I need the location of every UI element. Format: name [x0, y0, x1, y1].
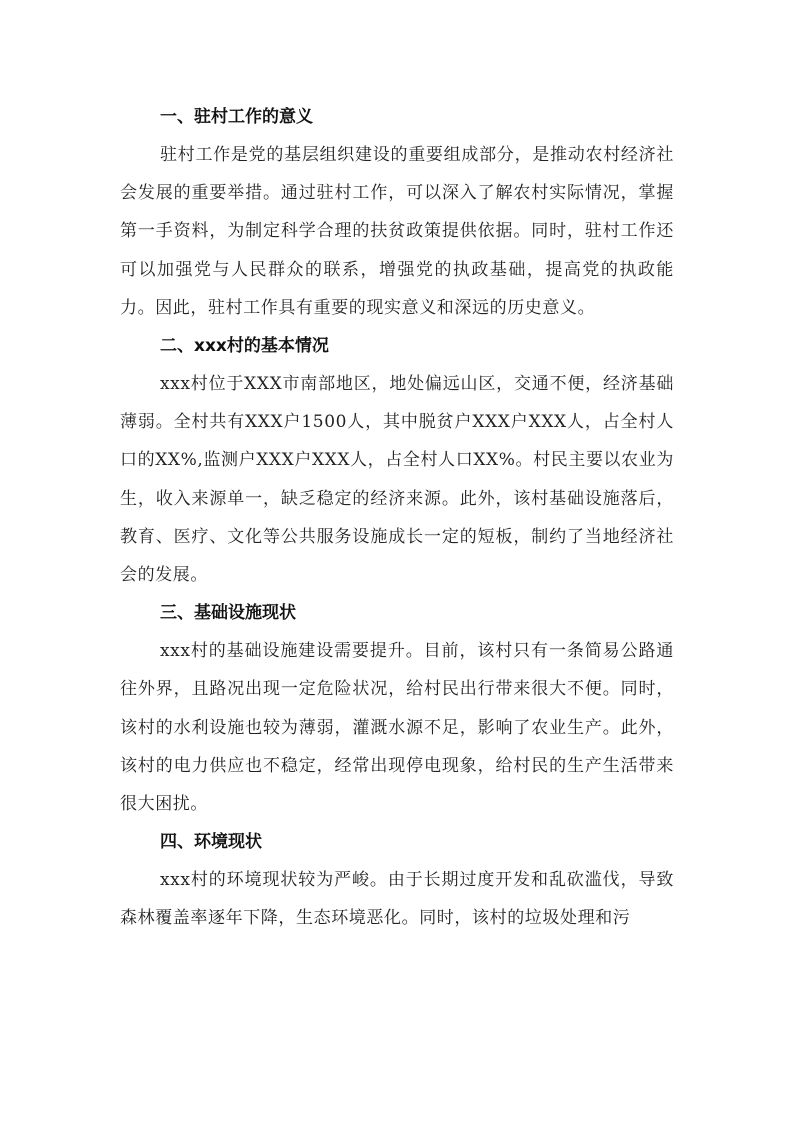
- section-environment: [120, 823, 674, 937]
- section-paragraph: 驻村工作是党的基层组织建设的重要组成部分，是推动农村经济社会发展的重要举措。通过驻村工作，可以深入了解农村实际情况，掌握第一手资料，为制定科学合理的扶贫政策提供依据。同时，驻村工作还可以加强党与人民群众的联系，增强党的执政基础，提高党的执政能力。因此，驻村工作具有重要的现实意义和深远的历史意义。: [120, 145, 674, 318]
- document-body: [120, 98, 674, 938]
- section-heading: 二、xxx村的基本情况: [160, 336, 329, 357]
- section-significance: [120, 98, 674, 327]
- section-heading: 三、基础设施现状: [160, 603, 296, 624]
- section-paragraph: xxx村位于XXX市南部地区，地处偏远山区，交通不便，经济基础薄弱。全村共有XXX户1500人，其中脱贫户XXX户XXX人，占全村人口的XX%,监测户XXX户XXX人，占全村人口XX%。村民主要以农业为生，收入来源单一，缺乏稳定的经济来源。此外，该村基础设施落后，教育、医疗、文化等公共服务设施成长一定的短板，制约了当地经济社会的发展。: [120, 374, 674, 586]
- section-basic-situation: [120, 327, 674, 594]
- section-paragraph: xxx村的基础设施建设需要提升。目前，该村只有一条简易公路通往外界，且路况出现一定危险状况，给村民出行带来很大不便。同时，该村的水利设施也较为薄弱，灌溉水源不足，影响了农业生产。此外，该村的电力供应也不稳定，经常出现停电现象，给村民的生产生活带来很大困扰。: [120, 641, 674, 815]
- section-heading: 一、驻村工作的意义: [160, 107, 313, 127]
- section-heading: 四、环境现状: [160, 832, 262, 853]
- section-paragraph: xxx村的环境现状较为严峻。由于长期过度开发和乱砍滥伐，导致森林覆盖率逐年下降，生态环境恶化。同时，该村的垃圾处理和污: [120, 870, 674, 929]
- section-infrastructure: [120, 594, 674, 823]
